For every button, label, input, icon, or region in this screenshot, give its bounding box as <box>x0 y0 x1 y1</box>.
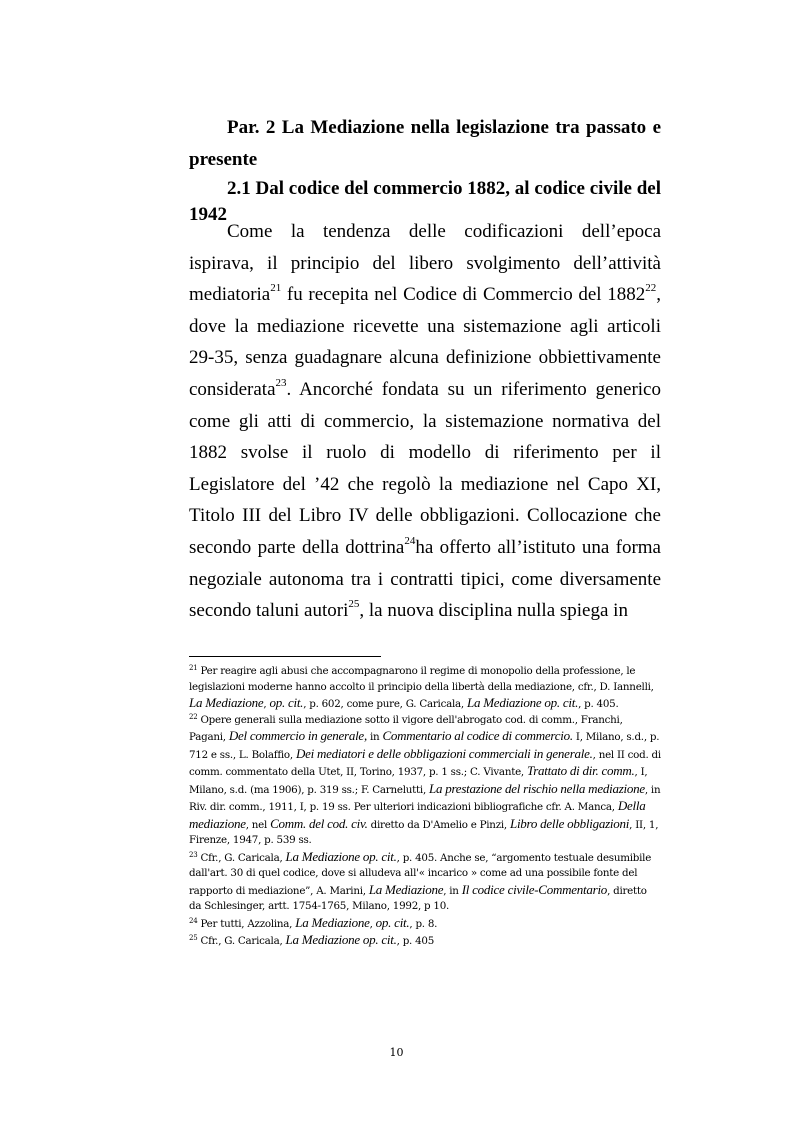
text-run: , <box>263 698 270 710</box>
text-run: , nel II cod. di comm. commentato della Utet, II, Torino, 1937, p. 1 ss.; C. Vivante, <box>189 748 661 778</box>
text-run: , p. 405 <box>396 935 435 947</box>
footnote-ref: 21 <box>270 282 282 295</box>
footnote-ref: 24 <box>189 916 198 925</box>
italic-text: La Mediazione <box>295 914 370 930</box>
footnote-ref: 23 <box>189 850 198 859</box>
footnote <box>189 932 661 950</box>
text-run: , dove la mediazione ricevette una sistemazione agli articoli 29-35, senza guadagnare alcuna definizione obbiettivamente considerata <box>189 284 661 400</box>
text-run: , in <box>443 884 462 897</box>
body-text <box>189 216 661 627</box>
text-run: , diretto da Schlesinger, artt. 1754-1765, Milano, 1992, p 10. <box>189 884 647 912</box>
italic-text: La Mediazione <box>368 881 444 897</box>
footnote-ref: 23 <box>275 376 287 389</box>
italic-text: Libro delle obbligazioni <box>509 815 630 831</box>
text-run: , nel <box>245 818 271 831</box>
text-run: , I, Milano, s.d. (ma 1906), p. 319 ss.; F. Carnelutti, <box>189 766 648 796</box>
text-run: in <box>366 731 383 743</box>
text-run: Cfr., G. Caricala, <box>197 851 286 864</box>
italic-text: op. cit. <box>269 695 304 710</box>
text-run: , in Riv. dir. comm., 1911, I, p. 19 ss. Per ulteriori indicazioni bibliografiche cfr. A. Manca, <box>189 783 661 813</box>
footnote <box>189 664 661 713</box>
text-run: fu recepita nel Codice di Commercio del 1882 <box>281 284 646 306</box>
page-number: 10 <box>389 1046 404 1059</box>
footnote-ref: 25 <box>189 934 198 942</box>
italic-text: La Mediazione op. cit. <box>466 695 579 710</box>
footnotes <box>189 664 661 950</box>
text-run: , la nuova disciplina nulla spiega in <box>359 600 628 622</box>
italic-text: Del commercio in generale, <box>228 728 367 743</box>
footnote-separator <box>189 656 381 657</box>
italic-text: La Mediazione <box>189 695 264 710</box>
paragraph-heading: Par. 2 La Mediazione nella legislazione tra passato e presente <box>189 117 661 170</box>
italic-text: Commentario al codice di commercio. <box>382 728 573 743</box>
italic-text: op. cit. <box>375 914 410 930</box>
text-run: , II, 1, Firenze, 1947, p. 539 ss. <box>189 818 659 846</box>
footnote <box>189 713 661 849</box>
text-run: Per tutti, Azzolina, <box>197 917 296 930</box>
footnote-ref: 24 <box>404 534 416 547</box>
italic-text: Dei mediatori e delle obbligazioni commerciali in generale. <box>295 745 593 761</box>
italic-text: Della mediazione <box>189 798 646 831</box>
text-run: , p. 405. <box>578 698 619 710</box>
footnote-ref: 22 <box>189 712 198 721</box>
text-run: , p. 8. <box>409 917 438 930</box>
text-run: Opere generali sulla mediazione sotto il vigore dell'abrogato cod. di comm., Franchi, Pagani, <box>189 713 623 743</box>
italic-text: Il codice civile-Commentario <box>461 881 608 897</box>
footnote-ref: 21 <box>189 664 198 672</box>
text-run: . Ancorché fondata su un riferimento generico come gli atti di commercio, la sistemazione normativa del 1882 svolse il ruolo di modello di riferimento per il Legislatore del ’42 che regolò la mediazione nel Capo XI, Titolo III del Libro IV delle obbligazioni. Collocazione che secondo parte della dottrina <box>189 378 661 558</box>
footnote <box>189 915 661 933</box>
footnote-ref: 25 <box>348 598 360 611</box>
section-heading: 2.1 Dal codice del commercio 1882, al codice civile del 1942 <box>189 178 661 225</box>
italic-text: Trattato di dir. comm. <box>526 763 635 778</box>
text-run: , p. 602, come pure, G. Caricala, <box>303 698 467 710</box>
footnote-ref: 22 <box>645 282 657 295</box>
text-run: ha offerto all’istituto una forma negoziale autonoma tra i contratti tipici, come diversamente secondo taluni autori <box>189 536 661 622</box>
text-run: Come la tendenza delle codificazioni dell’epoca ispirava, il principio del libero svolgimento dell’attività mediatoria <box>189 221 661 306</box>
italic-text: La Mediazione op. cit. <box>285 932 397 947</box>
footnote <box>189 849 661 915</box>
text-run: , p. 405. Anche se, “argomento testuale desumibile dall'art. 30 di quel codice, dove si alludeva all'« incarico » come ad una possibile fonte del rapporto di mediazione”, A. Marini, <box>189 851 652 897</box>
text-run: Cfr., G. Caricala, <box>197 935 286 947</box>
italic-text: La prestazione del rischio nella mediazione <box>429 780 645 796</box>
text-run: , <box>369 917 376 930</box>
italic-text: Comm. del cod. civ. <box>270 815 368 831</box>
italic-text: La Mediazione op. cit. <box>285 848 397 864</box>
text-run: Per reagire agli abusi che accompagnarono il regime di monopolio della professione, le legislazioni moderne hanno accolto il principio della libertà della mediazione, cfr., D. Iannelli, <box>189 665 654 693</box>
text-run: I, Milano, s.d., p. 712 e ss., L. Bolaffio, <box>189 731 660 761</box>
text-run: diretto da D'Amelio e Pinzi, <box>367 818 510 831</box>
